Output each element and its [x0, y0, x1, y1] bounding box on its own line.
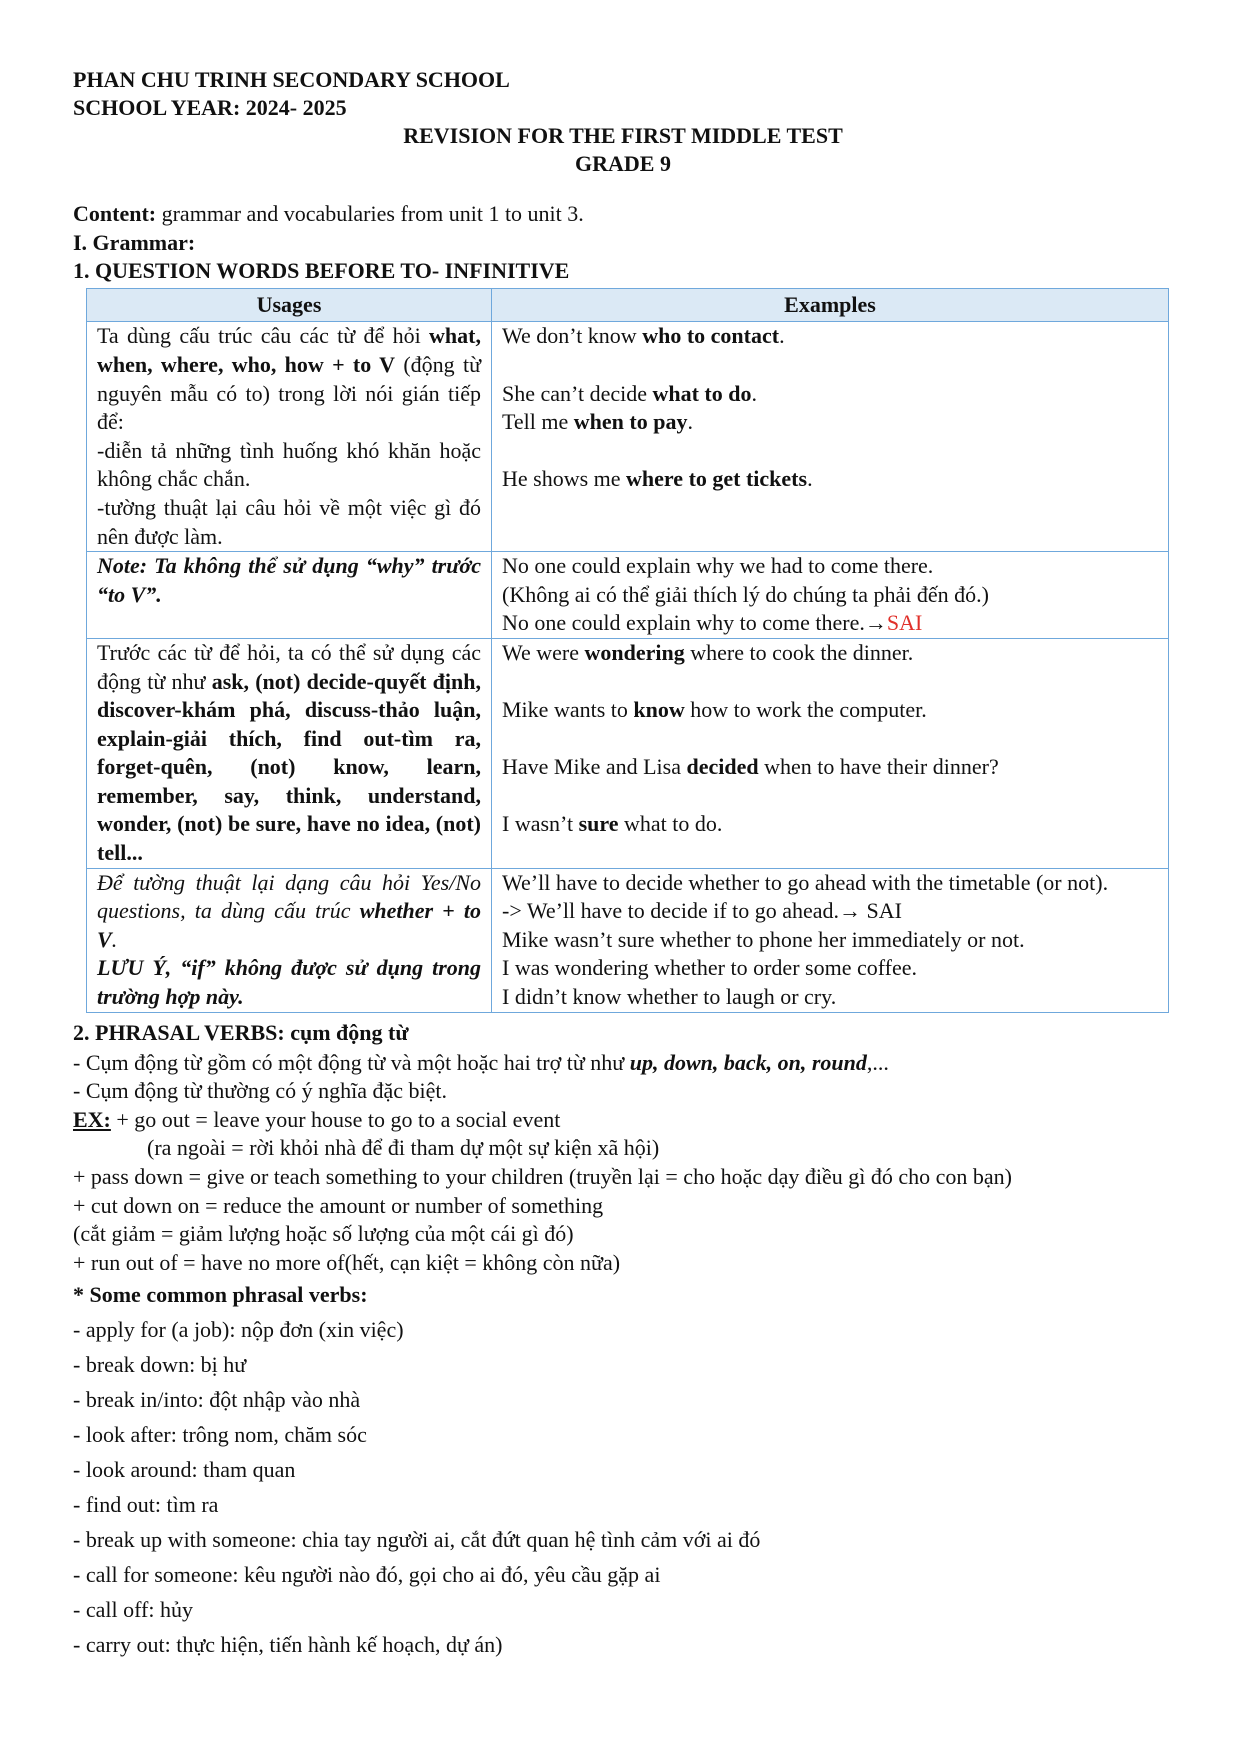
- section1-heading: 1. QUESTION WORDS BEFORE TO- INFINITIVE: [73, 258, 570, 284]
- list-item: - apply for (a job): nộp đơn (xin việc): [73, 1317, 404, 1343]
- usages-header: Usages: [87, 288, 492, 322]
- usage-cell: Trước các từ để hỏi, ta có thể sử dụng các động từ như ask, (not) decide-quyết định, discover-khám phá, discuss-thảo luận, explain-giải thích, find out-tìm ra, forget-quên, (not) know, learn, remember, say, think, understand, wonder, (not) be sure, have no idea, (not) tell...: [87, 638, 492, 868]
- table-header-row: [87, 288, 1169, 322]
- usage-cell: Ta dùng cấu trúc câu các từ để hỏi what, when, where, who, how + to V (động từ nguyên mẫu có to) trong lời nói gián tiếp để: -diễn tả những tình huống khó khăn hoặc không chắc chắn. -tường thuật lại câu hỏi về một việc gì đó nên được làm.: [87, 322, 492, 552]
- example-translation: (ra ngoài = rời khỏi nhà để đi tham dự một sự kiện xã hội): [147, 1135, 660, 1161]
- example-translation: (cắt giảm = giảm lượng hoặc số lượng của một cái gì đó): [73, 1221, 574, 1247]
- list-item: - break in/into: đột nhập vào nhà: [73, 1387, 361, 1413]
- table-row: [87, 552, 1169, 639]
- common-heading: * Some common phrasal verbs:: [73, 1282, 368, 1308]
- list-item: - call for someone: kêu người nào đó, gọi cho ai đó, yêu cầu gặp ai: [73, 1562, 661, 1588]
- examples-header: Examples: [492, 288, 1169, 322]
- wrong-mark: SAI: [886, 610, 923, 636]
- grade-label: GRADE 9: [575, 151, 671, 176]
- example-cell: We don’t know who to contact. She can’t decide what to do. Tell me when to pay. He shows me where to get tickets.: [492, 322, 1169, 552]
- list-item: - look after: trông nom, chăm sóc: [73, 1422, 367, 1448]
- school-year: SCHOOL YEAR: 2024- 2025: [73, 95, 347, 120]
- usage-cell: Note: Ta không thể sử dụng “why” trước “to V”.: [87, 552, 492, 639]
- grammar-heading: I. Grammar:: [73, 229, 196, 255]
- list-item: - break up with someone: chia tay người ai, cắt đứt quan hệ tình cảm với ai đó: [73, 1527, 761, 1553]
- example-line: + pass down = give or teach something to your children (truyền lại = cho hoặc dạy điều gì đó cho con bạn): [73, 1164, 1012, 1189]
- list-item: - find out: tìm ra: [73, 1492, 219, 1518]
- example-cell: We’ll have to decide whether to go ahead with the timetable (or not). -> We’ll have to decide if to go ahead.→ SAI Mike wasn’t sure whether to phone her immediately or not. I was wondering whether to order some coffee. I didn’t know whether to laugh or cry.: [492, 868, 1169, 1012]
- example-cell: We were wondering where to cook the dinner. Mike wants to know how to work the computer. Have Mike and Lisa decided when to have their dinner? I wasn’t sure what to do.: [492, 638, 1169, 868]
- table-row: [87, 638, 1169, 868]
- definition-line: - Cụm động từ thường có ý nghĩa đặc biệt.: [73, 1078, 447, 1104]
- list-item: - break down: bị hư: [73, 1352, 247, 1378]
- section2-heading: 2. PHRASAL VERBS: cụm động từ: [73, 1019, 409, 1045]
- example-line: EX: + go out = leave your house to go to a social event: [73, 1106, 561, 1132]
- table-row: [87, 868, 1169, 1012]
- table-row: [87, 322, 1169, 552]
- list-item: - carry out: thực hiện, tiến hành kế hoạch, dự án): [73, 1632, 503, 1658]
- content-line: Content: grammar and vocabularies from unit 1 to unit 3.: [73, 201, 584, 226]
- grammar-table: [86, 288, 1169, 1013]
- example-line: + run out of = have no more of(hết, cạn kiệt = không còn nữa): [73, 1249, 621, 1275]
- definition-line: - Cụm động từ gồm có một động từ và một hoặc hai trợ từ như up, down, back, on, round,...: [73, 1049, 889, 1075]
- school-name: PHAN CHU TRINH SECONDARY SCHOOL: [73, 67, 510, 92]
- section2: [73, 1017, 1173, 1663]
- list-item: - look around: tham quan: [73, 1457, 296, 1483]
- list-item: - call off: hủy: [73, 1597, 193, 1623]
- example-line: + cut down on = reduce the amount or number of something: [73, 1192, 604, 1218]
- common-phrasal-verbs: [73, 1277, 1173, 1662]
- document-title: REVISION FOR THE FIRST MIDDLE TEST: [403, 123, 843, 148]
- example-cell: No one could explain why we had to come there. (Không ai có thể giải thích lý do chúng ta phải đến đó.) No one could explain why to come there.→SAI: [492, 552, 1169, 639]
- document-page: [73, 66, 1173, 1662]
- usage-cell: Để tường thuật lại dạng câu hỏi Yes/No questions, ta dùng cấu trúc whether + to V. LƯU Ý, “if” không được sử dụng trong trường hợp này.: [87, 868, 492, 1012]
